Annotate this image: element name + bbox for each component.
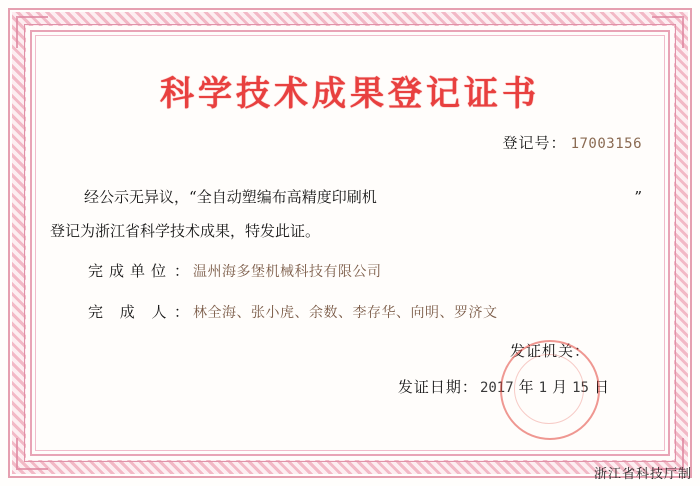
statement-line-2: 登记为浙江省科学技术成果，特发此证。 — [50, 222, 321, 240]
contributors-label: 完 成 人 — [88, 303, 173, 321]
contributors-value: 林全海、张小虎、余数、李存华、向明、罗济文 — [193, 305, 498, 321]
issue-date-month: 1 — [538, 380, 548, 396]
organization-value: 温州海多堡机械科技有限公司 — [193, 264, 382, 280]
certificate-body — [50, 180, 650, 330]
certificate-content — [40, 40, 660, 446]
issue-date-year: 2017 — [479, 380, 514, 396]
issue-date-year-unit: 年 — [518, 378, 534, 396]
quote-open-mark: “ — [189, 188, 197, 206]
organization-label: 完成单位 — [88, 262, 173, 280]
certificate-title: 科学技术成果登记证书 — [160, 74, 540, 114]
issue-date-month-unit: 月 — [552, 378, 568, 396]
registration-number-value: 17003156 — [570, 136, 642, 152]
quote-close-mark: ” — [634, 188, 642, 206]
registration-number-label: 登记号： — [502, 134, 567, 152]
issue-date-day: 15 — [572, 380, 589, 396]
issue-date-day-unit: 日 — [593, 378, 609, 396]
field-row-organization — [50, 254, 650, 289]
footer-issuer-text: 浙江省科技厅制 — [593, 467, 692, 482]
organization-colon: ： — [174, 262, 190, 280]
project-name: 全自动塑编布高精度印刷机 — [196, 188, 377, 206]
contributors-colon: ： — [174, 303, 190, 321]
field-row-contributors — [50, 295, 650, 330]
issue-date-label: 发证日期： — [397, 378, 478, 396]
statement-line-1 — [50, 180, 650, 214]
registration-number-row — [503, 132, 642, 153]
issue-date-row — [398, 376, 612, 397]
statement-prefix: 经公示无异议， — [84, 188, 190, 206]
issuing-authority-label: 发证机关： — [509, 342, 590, 360]
